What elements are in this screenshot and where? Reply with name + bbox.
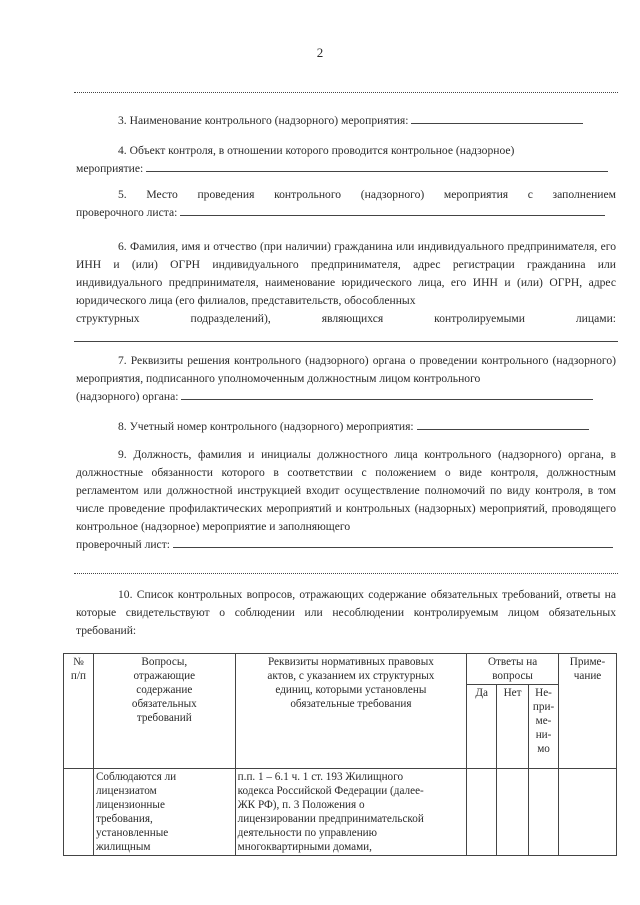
- item-6-last: [76, 310, 616, 328]
- item-9-last: [76, 536, 616, 554]
- item-6-text: 6. Фамилия, имя и отчество (при наличии) гражданина или индивидуального предпринимателя, его ИНН и (или) ОГРН индивидуального предпринимателя, адрес регистрации гражданина или индивидуального предпринимателя, наименование юридического лица, его ИНН и (или) ОГРН, адрес юридического лица (его филиалов, представительств, обособленных: [76, 240, 616, 307]
- item-9-blank-line[interactable]: [173, 536, 613, 548]
- item-5-line1: 5. Место проведения контрольного (надзорного) мероприятия с заполнением: [118, 188, 616, 201]
- item-4: [76, 142, 616, 178]
- item-4-line2: мероприятие:: [76, 162, 144, 175]
- row-note-cell[interactable]: [559, 769, 617, 856]
- item-6: [76, 238, 616, 310]
- checklist-table: [63, 653, 617, 856]
- row-na-cell[interactable]: [529, 769, 559, 856]
- col-questions-header: Вопросы, отражающие содержание обязательных требований: [93, 654, 235, 769]
- col-yes-header: Да: [467, 685, 497, 769]
- item-7-blank-line[interactable]: [181, 388, 593, 400]
- item-5: [76, 186, 616, 222]
- table-header-row-1: [64, 654, 617, 685]
- row-yes-cell[interactable]: [467, 769, 497, 856]
- item-7-last: [76, 388, 616, 406]
- item-8-label: 8. Учетный номер контрольного (надзорного) мероприятия:: [118, 420, 414, 433]
- item-3: [76, 112, 616, 130]
- row-no-cell[interactable]: [497, 769, 529, 856]
- item-5-blank-line[interactable]: [180, 204, 605, 216]
- col-na-header: Не- при- ме- ни- мо: [529, 685, 559, 769]
- item-3-blank-line[interactable]: [411, 112, 583, 124]
- item-9: [76, 446, 616, 536]
- row-question-cell: Соблюдаются ли лицензиатом лицензионные требования, установленные жилищным: [93, 769, 235, 856]
- top-dotted-rule: [74, 92, 618, 93]
- col-requisites-header: Реквизиты нормативных правовых актов, с указанием их структурных единиц, которыми установлены обязательные требования: [235, 654, 467, 769]
- col-number-header: № п/п: [64, 654, 94, 769]
- item-9-extra-blank-line[interactable]: [74, 573, 618, 574]
- page-number: 2: [316, 45, 324, 60]
- item-6-last-line: структурных подразделений), являющихся контролируемыми лицами:: [76, 312, 616, 325]
- row-requisites-cell: п.п. 1 – 6.1 ч. 1 ст. 193 Жилищного кодекса Российской Федерации (далее- ЖК РФ), п. 3 Положения о лицензировании предпринимательской деятельности по управлению многоквартирными домами,: [235, 769, 467, 856]
- item-5-line2: проверочного листа:: [76, 206, 178, 219]
- item-8-blank-line[interactable]: [417, 418, 589, 430]
- item-9-text: 9. Должность, фамилия и инициалы должностного лица контрольного (надзорного) органа, в должностные обязанности которого в соответствии с положением о виде контроля, должностным регламентом или должностной инструкцией входит осуществление полномочий по виду контроля, в том числе проведение профилактических мероприятий и контрольных (надзорных) мероприятий, проводящего контрольное (надзорное) мероприятие и заполняющего: [76, 448, 616, 533]
- item-4-blank-line[interactable]: [146, 160, 608, 172]
- item-7-last-line: (надзорного) органа:: [76, 390, 179, 403]
- table-row: [64, 769, 617, 856]
- item-10: [76, 586, 616, 640]
- item-3-label: 3. Наименование контрольного (надзорного) мероприятия:: [118, 114, 409, 127]
- item-9-last-line: проверочный лист:: [76, 538, 170, 551]
- row-number-cell: [64, 769, 94, 856]
- item-7: [76, 352, 616, 388]
- col-note-header: Приме- чание: [559, 654, 617, 769]
- item-6-blank-line[interactable]: [74, 341, 618, 342]
- col-answers-header: Ответы на вопросы: [467, 654, 559, 685]
- item-4-line1: 4. Объект контроля, в отношении которого проводится контрольное (надзорное): [118, 144, 515, 157]
- item-10-text: 10. Список контрольных вопросов, отражающих содержание обязательных требований, ответы на которые свидетельствуют о соблюдении или несоблюдении контролируемым лицом обязательных требований:: [76, 588, 616, 637]
- item-8: [76, 418, 616, 436]
- item-7-text: 7. Реквизиты решения контрольного (надзорного) органа о проведении контрольного (надзорного) мероприятия, подписанного уполномоченным должностным лицом контрольного: [76, 354, 616, 385]
- col-no-header: Нет: [497, 685, 529, 769]
